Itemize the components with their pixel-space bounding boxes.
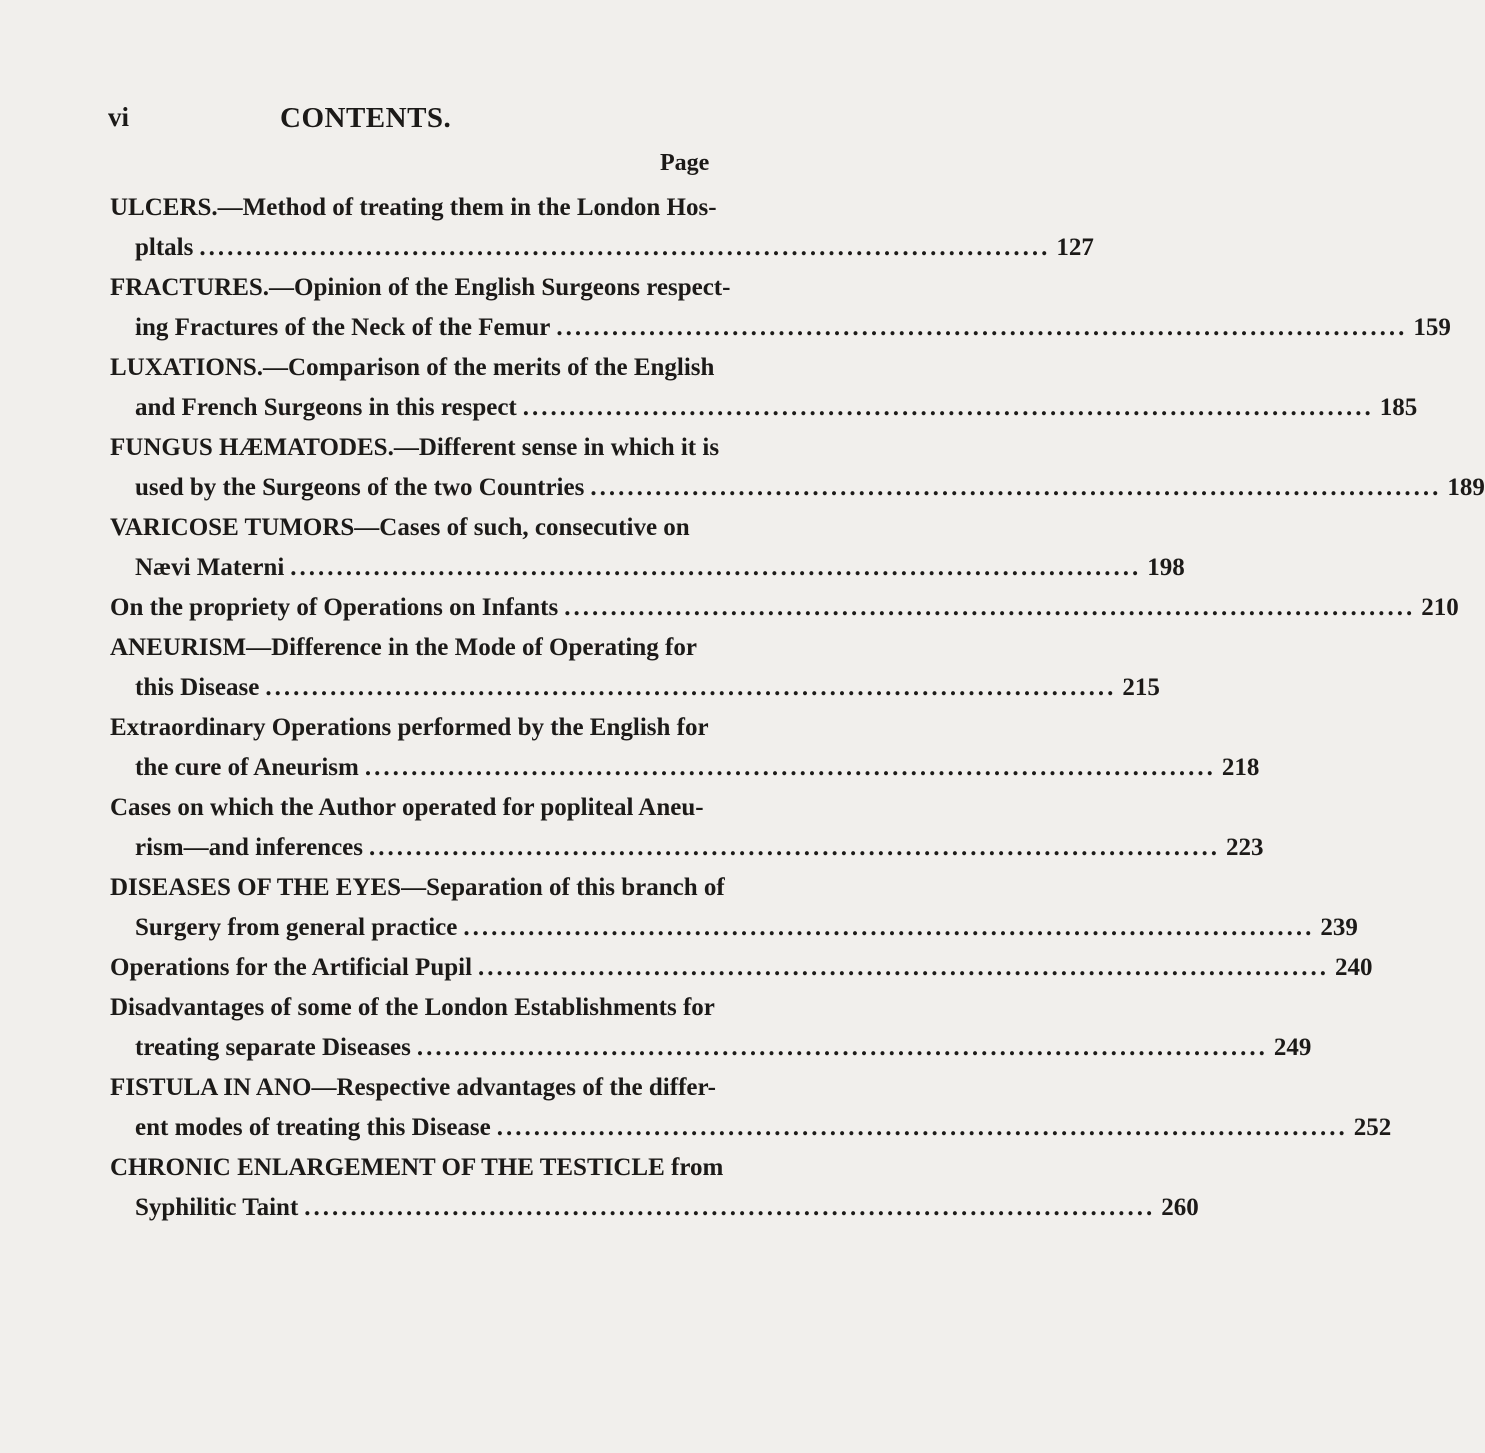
toc-entry (0, 508, 1185, 588)
toc-entry-title-line: VARICOSE TUMORS—Cases of such, consecutive on (110, 514, 690, 541)
toc-entry-text: and French Surgeons in this respect (135, 394, 517, 421)
toc-entry-title-line: CHRONIC ENLARGEMENT OF THE TESTICLE from (110, 1154, 724, 1181)
toc-entry (0, 788, 1264, 868)
toc-entry-text: pltals (135, 234, 194, 261)
toc-entry-title-line: Disadvantages of some of the London Establishments for (110, 994, 715, 1021)
toc-entry-final-line (0, 668, 1160, 708)
toc-entry-title-line: ULCERS.—Method of treating them in the London Hos- (110, 194, 717, 221)
toc-entry-text: On the propriety of Operations on Infants (110, 594, 559, 621)
toc-page-number: 239 (1320, 914, 1358, 941)
toc-page-number: 252 (1353, 1114, 1392, 1141)
toc-entry-text: ing Fractures of the Neck of the Femur (135, 314, 551, 341)
toc-page-number: 159 (1413, 314, 1451, 341)
toc-entry-final-line (0, 748, 1260, 788)
toc-entry-final-line (0, 588, 1459, 628)
toc-entry-final-line (0, 548, 1185, 588)
dot-leader: ............................................................................................ (199, 234, 1051, 261)
toc-page-number: 127 (1056, 234, 1094, 261)
page-number: vi (108, 102, 130, 132)
toc-entry-title-line: Cases on which the Author operated for popliteal Aneu- (110, 794, 704, 821)
toc-entry (0, 348, 1418, 428)
toc-entry-final-line (0, 908, 1358, 948)
toc-entry-title-line: FISTULA IN ANO—Respective advantages of the differ- (110, 1074, 716, 1101)
toc-page-number: 215 (1122, 674, 1160, 701)
toc-entry (0, 948, 1373, 988)
toc-entry (0, 708, 1260, 788)
toc-entry-title-line: FRACTURES.—Opinion of the English Surgeons respect- (110, 274, 731, 301)
page-column-label: Page (660, 150, 710, 176)
toc-entry-final-line (0, 1108, 1392, 1148)
toc-entry-final-line (0, 388, 1418, 428)
toc-entry-text: rism—and inferences (135, 834, 363, 861)
toc-entry-title-line: LUXATIONS.—Comparison of the merits of the English (110, 354, 715, 381)
dot-leader: ............................................................................................ (265, 674, 1117, 701)
toc-entry (0, 628, 1160, 708)
toc-entry-text: this Disease (135, 674, 260, 701)
toc-entry-title-line: Extraordinary Operations performed by the English for (110, 714, 709, 741)
dot-leader: ............................................................................................ (304, 1194, 1156, 1221)
dot-leader: ............................................................................................ (590, 474, 1442, 501)
toc-entry-title-line: DISEASES OF THE EYES—Separation of this branch of (110, 874, 725, 901)
toc-entry (0, 1068, 1392, 1148)
dot-leader: ............................................................................................ (369, 834, 1220, 861)
contents-list (0, 188, 1485, 1228)
toc-page-number: 223 (1226, 834, 1264, 861)
toc-entry-text: ent modes of treating this Disease (135, 1114, 491, 1141)
toc-page-number: 240 (1335, 954, 1373, 981)
toc-entry (0, 868, 1358, 948)
dot-leader: ............................................................................................ (478, 954, 1330, 981)
dot-leader: ............................................................................................ (416, 1034, 1268, 1061)
running-title: CONTENTS. (280, 102, 452, 134)
toc-entry-title-line: ANEURISM—Difference in the Mode of Operating for (110, 634, 697, 661)
toc-page-number: 249 (1273, 1034, 1312, 1061)
dot-leader: ............................................................................................ (290, 554, 1142, 581)
toc-entry-text: the cure of Aneurism (135, 754, 359, 781)
toc-page-number: 218 (1221, 754, 1260, 781)
dot-leader: ............................................................................................ (522, 394, 1374, 421)
toc-entry-final-line (0, 468, 1485, 508)
toc-entry (0, 188, 1094, 268)
dot-leader: ............................................................................................ (463, 914, 1315, 941)
toc-entry-final-line (0, 228, 1094, 268)
toc-entry (0, 268, 1451, 348)
toc-entry-text: Surgery from general practice (135, 914, 458, 941)
toc-entry (0, 988, 1312, 1068)
toc-entry (0, 428, 1485, 508)
toc-entry-final-line (0, 1028, 1312, 1068)
dot-leader: ............................................................................................ (564, 594, 1416, 621)
toc-entry-text: Syphilitic Taint (135, 1194, 299, 1221)
toc-entry-final-line (0, 948, 1373, 988)
toc-entry-text: treating separate Diseases (135, 1034, 411, 1061)
dot-leader: ............................................................................................ (556, 314, 1408, 341)
toc-page-number: 198 (1147, 554, 1185, 581)
toc-page-number: 185 (1379, 394, 1418, 421)
toc-entry-text: Nævi Materni (135, 554, 285, 581)
toc-entry-title-line: FUNGUS HÆMATODES.—Different sense in which it is (110, 434, 720, 461)
toc-page-number: 260 (1161, 1194, 1199, 1221)
toc-entry (0, 588, 1459, 628)
toc-entry-final-line (0, 308, 1451, 348)
toc-page-number: 210 (1421, 594, 1459, 621)
dot-leader: ............................................................................................ (496, 1114, 1348, 1141)
toc-entry-final-line (0, 828, 1264, 868)
toc-entry-text: used by the Surgeons of the two Countries (135, 474, 585, 501)
toc-entry (0, 1148, 1199, 1228)
toc-entry-text: Operations for the Artificial Pupil (110, 954, 473, 981)
page-header (108, 102, 708, 142)
toc-entry-final-line (0, 1188, 1199, 1228)
dot-leader: ............................................................................................ (364, 754, 1216, 781)
toc-page-number: 189 (1447, 474, 1485, 501)
